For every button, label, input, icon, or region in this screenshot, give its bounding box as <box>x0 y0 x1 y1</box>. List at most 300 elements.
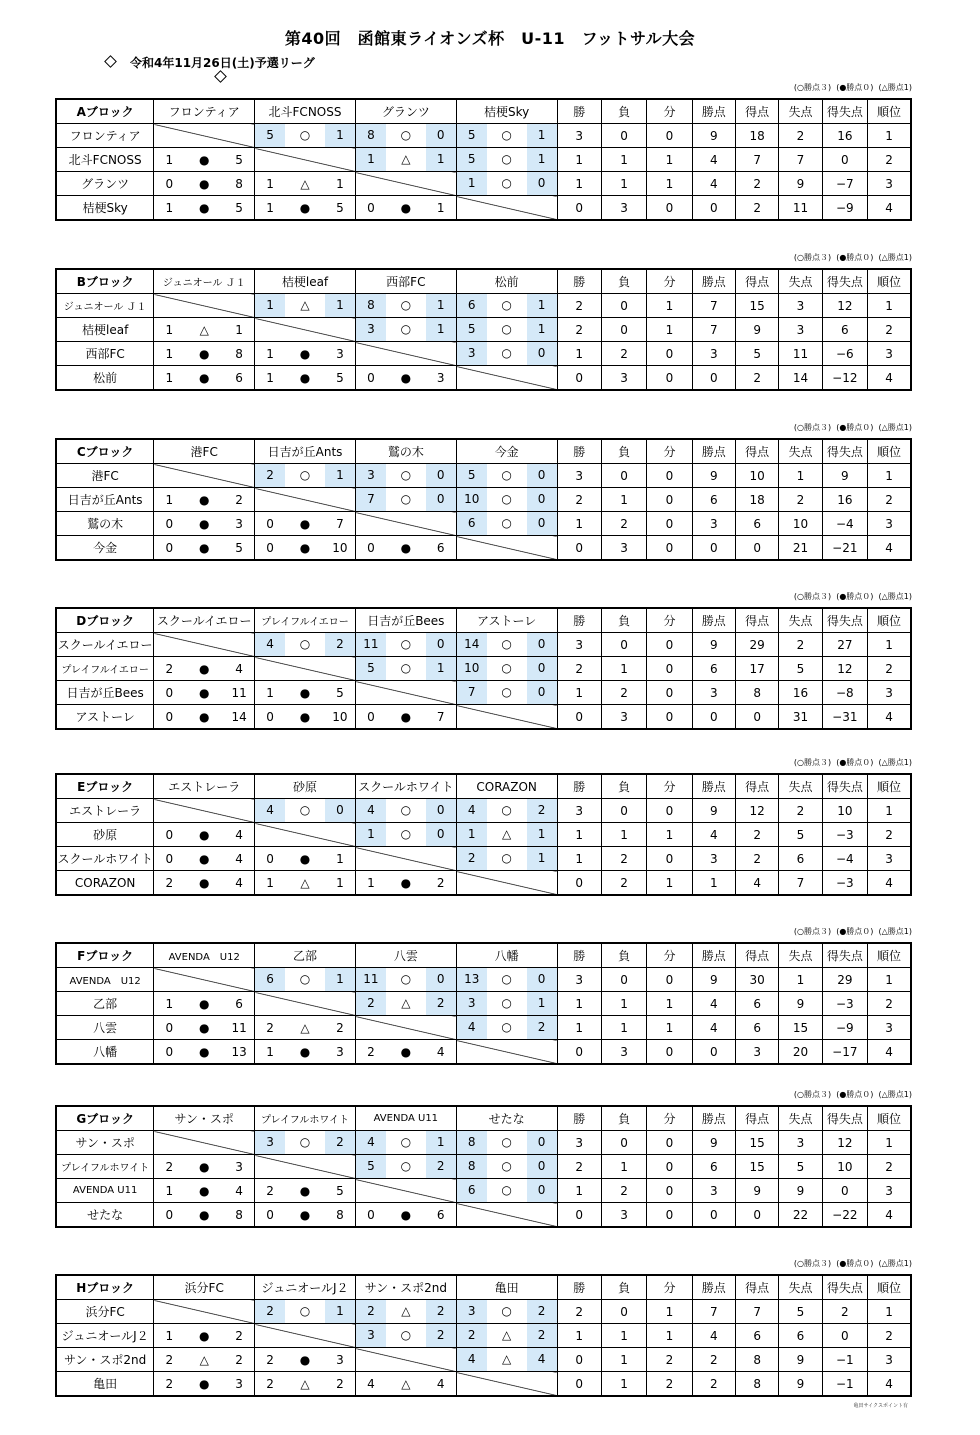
match-result-cell <box>154 148 255 172</box>
stat-header: 勝 <box>557 269 601 294</box>
score: 0 <box>165 851 174 866</box>
column-team-name: 浜分FC <box>154 1275 255 1300</box>
stat-cell: 0 <box>601 318 646 342</box>
stat-cell: 18 <box>735 488 778 512</box>
result-mark: ○ <box>285 799 325 822</box>
stat-cell: 1 <box>647 992 692 1016</box>
stat-cell: 3 <box>868 681 911 705</box>
row-team-name: サン・スポ <box>56 1131 154 1155</box>
match-result-cell <box>456 342 557 366</box>
stat-cell: 3 <box>868 1016 911 1040</box>
stat-cell: 1 <box>868 968 911 992</box>
stat-cell: 9 <box>779 1179 822 1203</box>
stat-cell: 14 <box>779 366 822 391</box>
score: 0 <box>266 540 274 555</box>
stat-cell: 1 <box>557 823 601 847</box>
result-mark: ● <box>299 200 311 215</box>
match-result-cell <box>154 992 255 1016</box>
self-match-cell <box>355 1179 456 1203</box>
result-mark: ○ <box>487 847 527 870</box>
match-result-cell <box>355 1155 456 1179</box>
stat-cell: 5 <box>779 1155 822 1179</box>
stat-cell: 2 <box>692 1348 735 1372</box>
stat-cell: 16 <box>822 124 867 148</box>
column-team-name: 砂原 <box>255 774 356 799</box>
footnote: 亀田サイクスポイント有 <box>853 1403 908 1409</box>
stat-cell: 15 <box>735 294 778 318</box>
result-mark: ● <box>198 200 210 215</box>
stat-cell: 15 <box>779 1016 822 1040</box>
stat-header: 順位 <box>868 269 911 294</box>
score: 1 <box>325 464 355 487</box>
stat-cell: 3 <box>692 681 735 705</box>
stat-header: 失点 <box>779 608 822 633</box>
score: 2 <box>235 1352 243 1367</box>
table-row <box>56 1155 911 1179</box>
stat-cell: 0 <box>601 1300 646 1324</box>
score: 3 <box>235 1376 243 1391</box>
result-mark: △ <box>300 176 310 191</box>
match-result-cell <box>456 847 557 871</box>
score: 3 <box>356 318 386 341</box>
score: 1 <box>165 1183 174 1198</box>
score: 0 <box>165 827 174 842</box>
stat-header: 分 <box>647 99 692 124</box>
match-result-cell <box>456 148 557 172</box>
stat-cell: −4 <box>822 847 867 871</box>
score: 3 <box>356 464 386 487</box>
result-mark: ● <box>400 1044 412 1059</box>
stat-cell: 7 <box>779 871 822 896</box>
result-mark: ● <box>299 709 311 724</box>
stat-cell: 3 <box>557 968 601 992</box>
column-team-name: グランツ <box>355 99 456 124</box>
stat-cell: 1 <box>557 512 601 536</box>
stat-header: 失点 <box>779 439 822 464</box>
score: 1 <box>367 875 375 890</box>
stat-cell: 0 <box>647 464 692 488</box>
stat-header: 失点 <box>779 943 822 968</box>
stat-cell: 3 <box>868 847 911 871</box>
self-match-cell <box>255 657 356 681</box>
column-team-name: 桔梗leaf <box>255 269 356 294</box>
result-mark: ○ <box>386 657 426 680</box>
score: 5 <box>336 1183 344 1198</box>
match-result-cell <box>456 1131 557 1155</box>
score: 2 <box>266 1183 274 1198</box>
stat-cell: 9 <box>692 968 735 992</box>
self-match-cell <box>456 705 557 730</box>
match-result-cell <box>355 992 456 1016</box>
score: 3 <box>336 1352 344 1367</box>
stat-cell: 10 <box>735 464 778 488</box>
stat-cell: 0 <box>692 366 735 391</box>
match-result-cell <box>255 464 356 488</box>
row-team-name: 八雲 <box>56 1016 154 1040</box>
score: 0 <box>527 681 557 704</box>
score: 0 <box>266 516 274 531</box>
block-name: Aブロック <box>56 99 154 124</box>
stat-cell: 5 <box>779 823 822 847</box>
league-table <box>55 268 912 391</box>
block-name: Fブロック <box>56 943 154 968</box>
stat-header: 分 <box>647 774 692 799</box>
score: 1 <box>527 124 557 147</box>
points-legend: (○勝点３) (●勝点０) (△勝点1) <box>793 83 912 92</box>
score: 1 <box>527 294 557 317</box>
table-row <box>56 1131 911 1155</box>
stat-cell: 6 <box>692 488 735 512</box>
score: 2 <box>527 1324 557 1347</box>
stat-cell: −21 <box>822 536 867 561</box>
stat-header: 勝点 <box>692 439 735 464</box>
match-result-cell <box>456 172 557 196</box>
stat-cell: 4 <box>692 992 735 1016</box>
score: 8 <box>235 346 243 361</box>
stat-cell: 18 <box>735 124 778 148</box>
score: 11 <box>231 1020 247 1035</box>
match-result-cell <box>355 294 456 318</box>
score: 0 <box>426 799 456 822</box>
match-result-cell <box>255 124 356 148</box>
score: 1 <box>336 875 344 890</box>
stat-cell: 9 <box>692 1131 735 1155</box>
stat-header: 負 <box>601 1275 646 1300</box>
row-team-name: 日吉が丘Bees <box>56 681 154 705</box>
table-row <box>56 871 911 896</box>
self-match-cell <box>456 196 557 221</box>
score: 0 <box>527 1131 557 1154</box>
row-team-name: スクールイエロー <box>56 633 154 657</box>
result-mark: ● <box>400 540 412 555</box>
row-team-name: 今金 <box>56 536 154 561</box>
stat-header: 失点 <box>779 1275 822 1300</box>
score: 1 <box>165 492 174 507</box>
stat-cell: 2 <box>647 1348 692 1372</box>
stat-cell: 1 <box>868 464 911 488</box>
stat-cell: −12 <box>822 366 867 391</box>
league-table <box>55 438 912 561</box>
score: 1 <box>325 968 355 991</box>
result-mark: ● <box>198 1159 210 1174</box>
result-mark: ○ <box>386 318 426 341</box>
result-mark: ● <box>198 685 210 700</box>
stat-cell: 1 <box>601 148 646 172</box>
result-mark: ● <box>198 875 210 890</box>
table-row <box>56 464 911 488</box>
block-name: Dブロック <box>56 608 154 633</box>
result-mark: ○ <box>487 124 527 147</box>
score: 1 <box>165 152 174 167</box>
score: 0 <box>367 200 375 215</box>
stat-header: 失点 <box>779 269 822 294</box>
stat-cell: 29 <box>735 633 778 657</box>
score: 1 <box>426 318 456 341</box>
score: 7 <box>336 516 344 531</box>
stat-cell: 0 <box>647 705 692 730</box>
stat-header: 得点 <box>735 99 778 124</box>
column-team-name: スクールイエロー <box>154 608 255 633</box>
stat-cell: 2 <box>601 512 646 536</box>
stat-cell: 3 <box>692 847 735 871</box>
score: 10 <box>457 657 487 680</box>
column-team-name: 八幡 <box>456 943 557 968</box>
score: 0 <box>426 124 456 147</box>
result-mark: ○ <box>487 633 527 656</box>
stat-header: 失点 <box>779 774 822 799</box>
stat-cell: 7 <box>692 318 735 342</box>
league-table <box>55 607 912 730</box>
stat-cell: 0 <box>692 196 735 221</box>
stat-cell: 0 <box>647 366 692 391</box>
match-result-cell <box>255 1040 356 1065</box>
stat-cell: 1 <box>647 1324 692 1348</box>
stat-cell: 20 <box>779 1040 822 1065</box>
stat-header: 負 <box>601 943 646 968</box>
stat-header: 勝 <box>557 1106 601 1131</box>
stat-header: 負 <box>601 608 646 633</box>
stat-cell: 7 <box>735 1300 778 1324</box>
result-mark: ○ <box>487 294 527 317</box>
table-row <box>56 705 911 730</box>
score: 0 <box>426 633 456 656</box>
match-result-cell <box>355 366 456 391</box>
score: 2 <box>235 1328 243 1343</box>
table-row <box>56 633 911 657</box>
stat-cell: 9 <box>779 172 822 196</box>
stat-cell: 0 <box>647 1040 692 1065</box>
points-legend: (○勝点３) (●勝点０) (△勝点1) <box>793 423 912 432</box>
stat-header: 得失点 <box>822 99 867 124</box>
stat-cell: 2 <box>868 657 911 681</box>
score: 2 <box>356 1300 386 1323</box>
stat-cell: 4 <box>692 148 735 172</box>
stat-cell: 2 <box>557 1300 601 1324</box>
stat-cell: −31 <box>822 705 867 730</box>
row-team-name: サン・スポ2nd <box>56 1348 154 1372</box>
header-row <box>56 1106 911 1131</box>
score: 4 <box>235 1183 243 1198</box>
score: 1 <box>325 1300 355 1323</box>
stat-header: 得点 <box>735 608 778 633</box>
stat-cell: −9 <box>822 1016 867 1040</box>
stat-cell: 11 <box>779 196 822 221</box>
result-mark: ○ <box>487 799 527 822</box>
self-match-cell <box>456 536 557 561</box>
match-result-cell <box>255 633 356 657</box>
stat-cell: 3 <box>868 1179 911 1203</box>
stat-cell: 6 <box>779 847 822 871</box>
score: 3 <box>255 1131 285 1154</box>
match-result-cell <box>456 1155 557 1179</box>
score: 3 <box>235 1159 243 1174</box>
stat-cell: 2 <box>557 294 601 318</box>
match-result-cell <box>456 681 557 705</box>
header-row <box>56 608 911 633</box>
score: 13 <box>457 968 487 991</box>
stat-cell: 0 <box>647 968 692 992</box>
stat-cell: 6 <box>735 992 778 1016</box>
score: 3 <box>336 1044 344 1059</box>
score: 1 <box>426 294 456 317</box>
score: 2 <box>165 1352 174 1367</box>
score: 1 <box>266 875 274 890</box>
result-mark: ○ <box>487 342 527 365</box>
column-team-name: 亀田 <box>456 1275 557 1300</box>
match-result-cell <box>255 799 356 823</box>
row-team-name: 亀田 <box>56 1372 154 1397</box>
match-result-cell <box>456 657 557 681</box>
score: 0 <box>426 464 456 487</box>
match-result-cell <box>355 1324 456 1348</box>
score: 1 <box>325 124 355 147</box>
row-team-name: 桔梗leaf <box>56 318 154 342</box>
match-result-cell <box>456 124 557 148</box>
column-team-name: ジュニオール Ｊ１ <box>154 269 255 294</box>
points-legend: (○勝点３) (●勝点０) (△勝点1) <box>793 758 912 767</box>
stat-cell: −9 <box>822 196 867 221</box>
stat-cell: 3 <box>601 705 646 730</box>
result-mark: ○ <box>487 968 527 991</box>
match-result-cell <box>456 1348 557 1372</box>
stat-header: 失点 <box>779 99 822 124</box>
row-team-name: 日吉が丘Ants <box>56 488 154 512</box>
score: 3 <box>457 1300 487 1323</box>
score: 5 <box>255 124 285 147</box>
score: 11 <box>356 968 386 991</box>
column-team-name: せたな <box>456 1106 557 1131</box>
result-mark: ● <box>299 370 311 385</box>
column-team-name: エストレーラ <box>154 774 255 799</box>
stat-header: 負 <box>601 1106 646 1131</box>
table-row <box>56 847 911 871</box>
stat-cell: −3 <box>822 992 867 1016</box>
stat-cell: 12 <box>822 294 867 318</box>
self-match-cell <box>255 318 356 342</box>
page-title: 第40回 函館東ライオンズ杯 U-11 フットサル大会 <box>284 29 696 48</box>
table-row <box>56 1203 911 1228</box>
stat-cell: 9 <box>779 1372 822 1397</box>
stat-cell: 15 <box>735 1155 778 1179</box>
stat-header: 得点 <box>735 943 778 968</box>
score: 2 <box>235 492 243 507</box>
result-mark: △ <box>300 1020 310 1035</box>
score: 5 <box>235 200 243 215</box>
match-result-cell <box>456 633 557 657</box>
result-mark: ○ <box>386 799 426 822</box>
score: 1 <box>527 847 557 870</box>
stat-header: 分 <box>647 608 692 633</box>
stat-header: 得失点 <box>822 1275 867 1300</box>
stat-header: 順位 <box>868 608 911 633</box>
stat-cell: 0 <box>557 196 601 221</box>
score: 1 <box>165 200 174 215</box>
table-row <box>56 366 911 391</box>
score: 5 <box>235 540 243 555</box>
stat-cell: 0 <box>647 342 692 366</box>
result-mark: ● <box>299 1183 311 1198</box>
stat-cell: 3 <box>557 799 601 823</box>
stat-cell: 17 <box>735 657 778 681</box>
score: 6 <box>436 540 445 555</box>
column-team-name: 今金 <box>456 439 557 464</box>
stat-header: 得失点 <box>822 608 867 633</box>
stat-cell: 1 <box>647 318 692 342</box>
result-mark: ● <box>400 200 412 215</box>
result-mark: ● <box>299 516 311 531</box>
match-result-cell <box>355 536 456 561</box>
score: 1 <box>527 318 557 341</box>
result-mark: ○ <box>386 1324 426 1347</box>
table-row <box>56 512 911 536</box>
score: 7 <box>457 681 487 704</box>
result-mark: ● <box>198 1183 210 1198</box>
score: 2 <box>367 1044 375 1059</box>
row-team-name: 砂原 <box>56 823 154 847</box>
stat-header: 勝点 <box>692 269 735 294</box>
match-result-cell <box>456 1179 557 1203</box>
stat-header: 勝 <box>557 608 601 633</box>
league-table <box>55 98 912 221</box>
self-match-cell <box>456 1372 557 1397</box>
result-mark: ○ <box>487 464 527 487</box>
stat-cell: 2 <box>868 488 911 512</box>
stat-cell: 10 <box>822 1155 867 1179</box>
stat-cell: 3 <box>692 512 735 536</box>
stat-cell: 2 <box>779 488 822 512</box>
stat-cell: 1 <box>868 124 911 148</box>
score: 4 <box>356 1131 386 1154</box>
points-legend: (○勝点３) (●勝点０) (△勝点1) <box>793 1090 912 1099</box>
stat-cell: 0 <box>647 1131 692 1155</box>
score: 2 <box>336 1020 344 1035</box>
match-result-cell <box>255 847 356 871</box>
stat-cell: 3 <box>557 633 601 657</box>
match-result-cell <box>255 512 356 536</box>
column-team-name: AVENDA U12 <box>154 943 255 968</box>
stat-cell: 12 <box>822 1131 867 1155</box>
stat-header: 得失点 <box>822 269 867 294</box>
stat-cell: −17 <box>822 1040 867 1065</box>
score: 4 <box>436 1376 445 1391</box>
result-mark: ○ <box>285 1300 325 1323</box>
column-team-name: 乙部 <box>255 943 356 968</box>
stat-cell: 0 <box>692 705 735 730</box>
stat-header: 分 <box>647 439 692 464</box>
stat-cell: 3 <box>601 1203 646 1228</box>
stat-cell: 2 <box>735 823 778 847</box>
stat-cell: 3 <box>779 318 822 342</box>
match-result-cell <box>456 488 557 512</box>
stat-cell: 1 <box>601 992 646 1016</box>
score: 1 <box>165 346 174 361</box>
row-team-name: 鷲の木 <box>56 512 154 536</box>
match-result-cell <box>355 1372 456 1397</box>
stat-header: 順位 <box>868 1275 911 1300</box>
match-result-cell <box>154 488 255 512</box>
score: 3 <box>235 516 243 531</box>
result-mark: ● <box>198 996 210 1011</box>
column-team-name: 桔梗Sky <box>456 99 557 124</box>
result-mark: ● <box>299 346 311 361</box>
score: 2 <box>266 1352 274 1367</box>
result-mark: ○ <box>487 1016 527 1039</box>
match-result-cell <box>154 172 255 196</box>
stat-cell: 0 <box>601 464 646 488</box>
stat-cell: 3 <box>779 294 822 318</box>
result-mark: ● <box>400 370 412 385</box>
score: 1 <box>457 823 487 846</box>
